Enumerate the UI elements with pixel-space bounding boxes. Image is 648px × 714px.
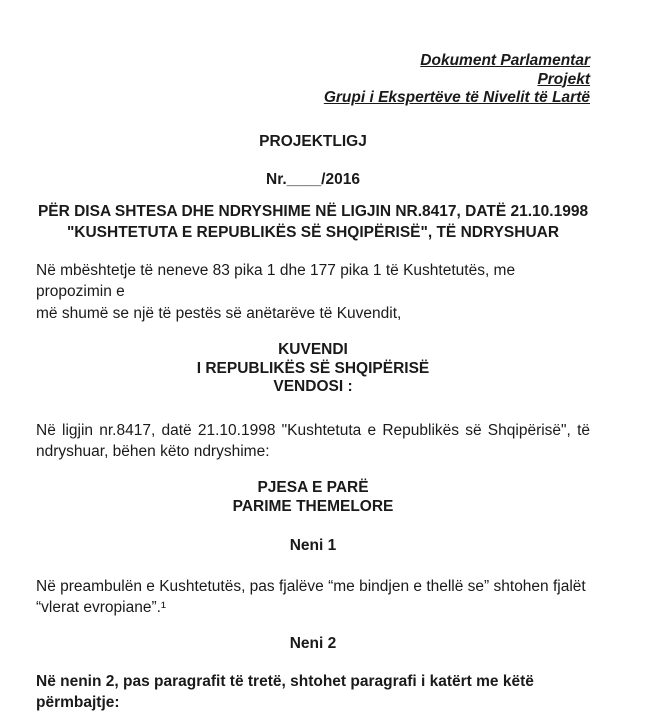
article-1-heading: Neni 1 [289, 536, 337, 554]
doc-title [36, 201, 590, 243]
intro-paragraph [36, 260, 590, 325]
intro-line-1: Në mbështetje të neneve 83 pika 1 dhe 177 pika 1 të Kushtetutës, me propozimin e [36, 261, 516, 300]
assembly-line-1: KUVENDI [278, 341, 348, 358]
part-line-1: PJESA E PARË [257, 478, 369, 496]
decision-paragraph [36, 420, 590, 463]
assembly-line-2: I REPUBLIKËS SË SHQIPËRISË [196, 359, 430, 377]
article-2-line-1: Në nenin 2, pas paragrafit të tretë, shtohet paragrafi i katërt me këtë [36, 672, 534, 690]
intro-line-2: më shumë se një të pestës së anëtarëve të Kuvendit, [36, 304, 402, 322]
document-header [36, 52, 590, 108]
doc-number: Nr.____/2016 [266, 170, 360, 188]
part-heading [36, 478, 590, 516]
decision-line-1: Në ligjin nr.8417, datë 21.10.1998 "Kushtetuta e Republikës së Shqipërisë", të [36, 421, 590, 439]
article-2-line-2: përmbajtje: [36, 694, 120, 711]
doc-title-line-2: "KUSHTETUTA E REPUBLIKËS SË SHQIPËRISË", TË NDRYSHUAR [66, 223, 560, 241]
article-2-paragraph [36, 671, 590, 714]
part-line-2: PARIME THEMELORE [232, 497, 394, 515]
assembly-line-3: VENDOSI : [273, 378, 353, 395]
article-1-line-1: Në preambulën e Kushtetutës, pas fjalëve “me bindjen e thellë se” shtohen fjalët [36, 577, 586, 595]
doc-title-line-1: PËR DISA SHTESA DHE NDRYSHIME NË LIGJIN NR.8417, DATË 21.10.1998 [37, 202, 589, 220]
doc-type-heading: PROJEKTLIGJ [259, 132, 367, 150]
header-line-group-text: Grupi i Ekspertëve të Nivelit të Lartë [323, 89, 590, 106]
header-line-draft [36, 71, 590, 90]
decision-line-2: ndryshuar, bëhen këto ndryshime: [36, 443, 270, 460]
header-line-group [36, 89, 590, 108]
article-1-line-2: “vlerat evropiane”.¹ [36, 599, 167, 616]
assembly-heading [36, 341, 590, 397]
article-2-heading: Neni 2 [289, 634, 337, 652]
header-line-doc-type [36, 52, 590, 71]
header-line-doc-type-text: Dokument Parlamentar [420, 52, 590, 69]
article-1-paragraph [36, 576, 590, 619]
header-line-draft-text: Projekt [537, 70, 590, 88]
